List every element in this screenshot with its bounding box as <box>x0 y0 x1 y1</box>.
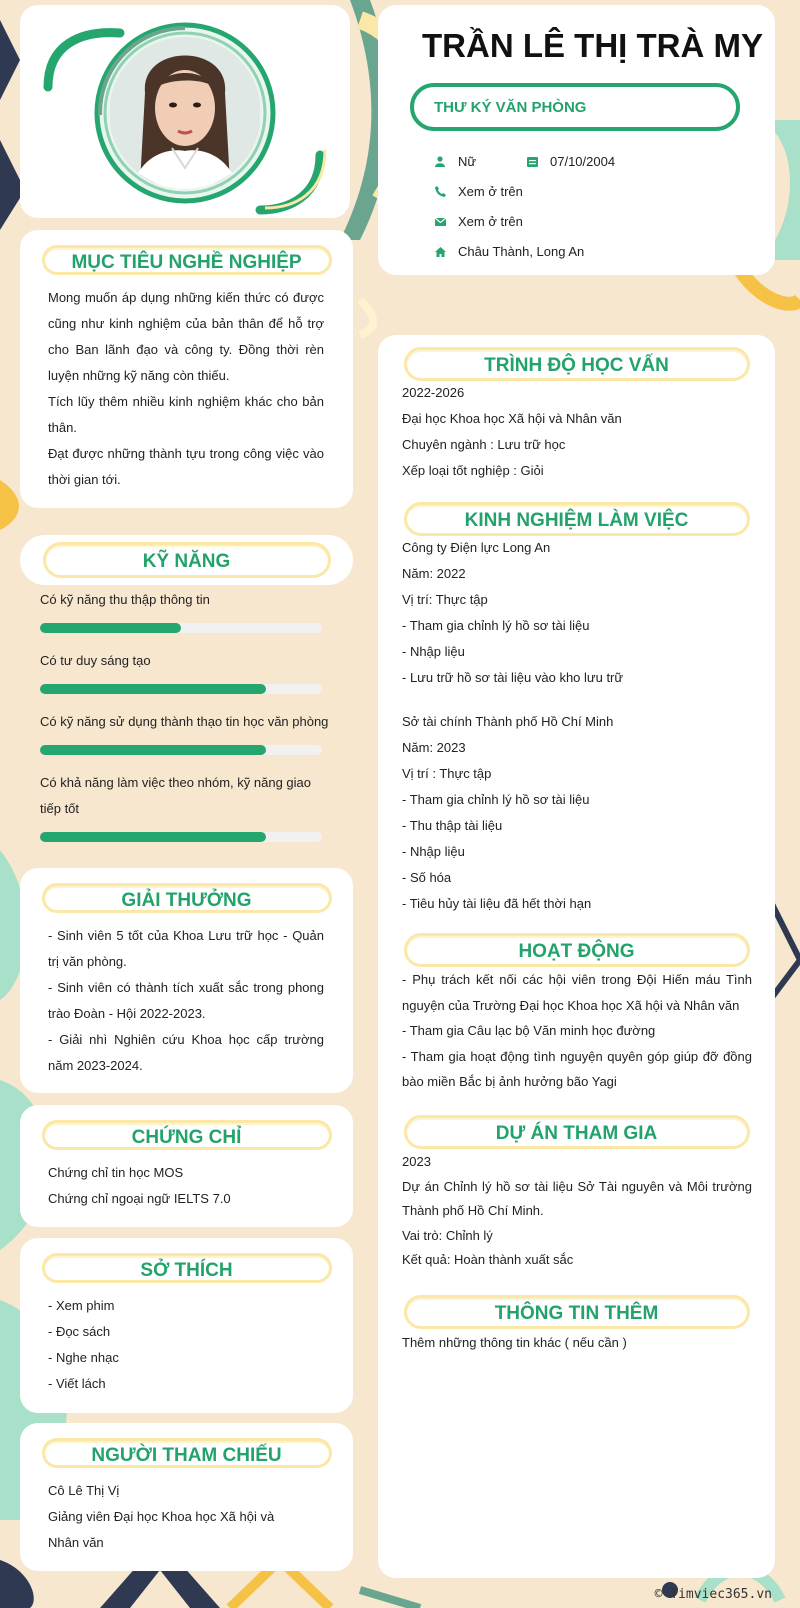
job-line: - Lưu trữ hồ sơ tài liệu vào kho lưu trữ <box>402 670 624 685</box>
job-line: - Tham gia chỉnh lý hồ sơ tài liệu <box>402 618 590 633</box>
job-line: - Nhập liệu <box>402 644 465 659</box>
hobbies-section <box>20 1238 353 1413</box>
certificate-item: Chứng chỉ tin học MOS <box>48 1165 184 1180</box>
email-value[interactable]: Xem ở trên <box>458 214 523 229</box>
skills-heading-card <box>20 535 353 585</box>
job-line: Công ty Điện lực Long An <box>402 540 551 555</box>
education-line: Chuyên ngành : Lưu trữ học <box>402 437 566 452</box>
objective-section <box>20 230 353 508</box>
objective-text <box>48 285 324 493</box>
hobbies-heading: SỞ THÍCH <box>42 1253 332 1283</box>
hobbies-text <box>48 1293 324 1397</box>
hobby-item: - Nghe nhạc <box>48 1350 119 1365</box>
header-card <box>378 5 775 275</box>
skill-label: Có khả năng làm việc theo nhóm, kỹ năng giao tiếp tốt <box>40 775 312 816</box>
skill-label: Có kỹ năng thu thập thông tin <box>40 592 210 607</box>
award-item: - Giải nhì Nghiên cứu Khoa học cấp trường năm 2023-2024. <box>48 1032 324 1073</box>
job-line: - Thu thập tài liệu <box>402 818 503 833</box>
skill-bar <box>40 684 322 694</box>
skill-bar <box>40 745 322 755</box>
avatar-card <box>20 5 350 218</box>
skill-label: Có tư duy sáng tạo <box>40 653 151 668</box>
award-item: - Sinh viên 5 tốt của Khoa Lưu trữ học - Quản trị văn phòng. <box>48 928 324 969</box>
skill-bar-fill <box>40 832 266 842</box>
birthdate-value: 07/10/2004 <box>550 154 616 169</box>
skill-bar <box>40 832 322 842</box>
job-line: - Tham gia chỉnh lý hồ sơ tài liệu <box>402 792 590 807</box>
projects-text <box>402 1150 752 1273</box>
extra-info-text <box>402 1330 752 1356</box>
activities-text <box>402 967 752 1095</box>
birthdate-row <box>526 154 615 169</box>
watermark: © Timviec365.vn <box>654 1587 772 1602</box>
awards-heading: GIẢI THƯỞNG <box>42 883 332 913</box>
home-icon <box>434 246 446 258</box>
job-line: Năm: 2023 <box>402 740 466 755</box>
activities-heading: HOẠT ĐỘNG <box>404 933 750 967</box>
job-line: - Nhập liệu <box>402 844 465 859</box>
references-heading: NGƯỜI THAM CHIẾU <box>42 1438 332 1468</box>
extra-info-heading: THÔNG TIN THÊM <box>404 1295 750 1329</box>
project-line: Kết quả: Hoàn thành xuất sắc <box>402 1252 574 1267</box>
project-line: Dự án Chỉnh lý hồ sơ tài liệu Sở Tài nguyên và Môi trường Thành phố Hồ Chí Minh. <box>402 1178 752 1218</box>
gender-value: Nữ <box>458 154 477 169</box>
phone-icon <box>434 186 446 198</box>
experience-heading: KINH NGHIỆM LÀM VIỆC <box>404 502 750 536</box>
project-line: Vai trò: Chỉnh lý <box>402 1227 493 1243</box>
phone-row <box>434 184 523 199</box>
skill-bar-fill <box>40 684 266 694</box>
activity-item: - Tham gia Câu lạc bộ Văn minh học đường <box>402 1023 656 1038</box>
objective-line: Đạt được những thành tựu trong công việc vào thời gian tới. <box>48 446 324 487</box>
job-line: - Tiêu hủy tài liệu đã hết thời hạn <box>402 896 592 911</box>
mail-icon <box>434 216 446 228</box>
job-line: Sở tài chính Thành phố Hồ Chí Minh <box>402 714 614 729</box>
certificates-text <box>48 1160 324 1212</box>
job-line: Năm: 2022 <box>402 566 466 581</box>
job-line: - Số hóa <box>402 870 452 885</box>
extra-info-line: Thêm những thông tin khác ( nếu cần ) <box>402 1335 627 1350</box>
hobby-item: - Viết lách <box>48 1376 106 1391</box>
position-pill <box>410 83 740 131</box>
calendar-icon <box>526 156 538 168</box>
awards-section <box>20 868 353 1093</box>
awards-text <box>48 923 324 1079</box>
education-line: 2022-2026 <box>402 385 465 400</box>
person-icon <box>434 156 446 168</box>
certificate-item: Chứng chỉ ngoại ngữ IELTS 7.0 <box>48 1191 231 1206</box>
references-section <box>20 1423 353 1571</box>
references-text <box>48 1478 288 1556</box>
activity-item: - Phụ trách kết nối các hội viên trong Đội Hiến máu Tình nguyện của Trường Đại học Khoa học Xã hội và Nhân văn <box>402 972 752 1013</box>
skill-bar <box>40 623 322 633</box>
skills-list <box>20 585 353 855</box>
award-item: - Sinh viên có thành tích xuất sắc trong phong trào Đoàn - Hội 2022-2023. <box>48 980 324 1021</box>
education-heading: TRÌNH ĐỘ HỌC VẤN <box>404 347 750 381</box>
job-line: Vị trí : Thực tập <box>402 766 492 781</box>
skill-bar-fill <box>40 745 266 755</box>
address-value: Châu Thành, Long An <box>458 244 585 259</box>
skills-heading: KỸ NĂNG <box>43 542 331 578</box>
hobby-item: - Đọc sách <box>48 1324 111 1339</box>
projects-heading: DỰ ÁN THAM GIA <box>404 1115 750 1149</box>
email-row <box>434 214 523 229</box>
address-row <box>434 244 584 259</box>
activity-item: - Tham gia hoạt động tình nguyện quyên góp giúp đỡ đồng bào miền Bắc bị ảnh hưởng bão Yagi <box>402 1048 752 1089</box>
skill-label: Có kỹ năng sử dụng thành thạo tin học văn phòng <box>40 714 329 729</box>
project-line: 2023 <box>402 1154 431 1169</box>
candidate-name: TRẦN LÊ THỊ TRÀ MY <box>422 27 763 64</box>
education-line: Đại học Khoa học Xã hội và Nhân văn <box>402 411 622 426</box>
experience-text <box>402 535 752 917</box>
phone-value[interactable]: Xem ở trên <box>458 184 523 199</box>
certificates-heading: CHỨNG CHỈ <box>42 1120 332 1150</box>
objective-line: Mong muốn áp dụng những kiến thức có được cũng như kinh nghiệm của bản thân để hỗ trợ cho Ban lãnh đạo và công ty. Đồng thời rèn luyện những kỹ năng còn thiếu. <box>48 290 324 383</box>
main-content-card <box>378 335 775 1578</box>
avatar-photo <box>110 33 260 193</box>
reference-line: Giảng viên Đại học Khoa học Xã hội và Nhân văn <box>48 1509 275 1550</box>
certificates-section <box>20 1105 353 1227</box>
hobby-item: - Xem phim <box>48 1298 115 1313</box>
position-title: THƯ KÝ VĂN PHÒNG <box>434 99 587 116</box>
reference-line: Cô Lê Thị Vị <box>48 1483 120 1498</box>
education-line: Xếp loại tốt nghiệp : Giỏi <box>402 463 544 478</box>
objective-line: Tích lũy thêm nhiều kinh nghiệm khác cho bản thân. <box>48 394 324 435</box>
skill-bar-fill <box>40 623 181 633</box>
education-text <box>402 380 752 484</box>
objective-heading: MỤC TIÊU NGHỀ NGHIỆP <box>42 245 332 275</box>
gender-row <box>434 154 476 169</box>
job-line: Vị trí: Thực tập <box>402 592 488 607</box>
